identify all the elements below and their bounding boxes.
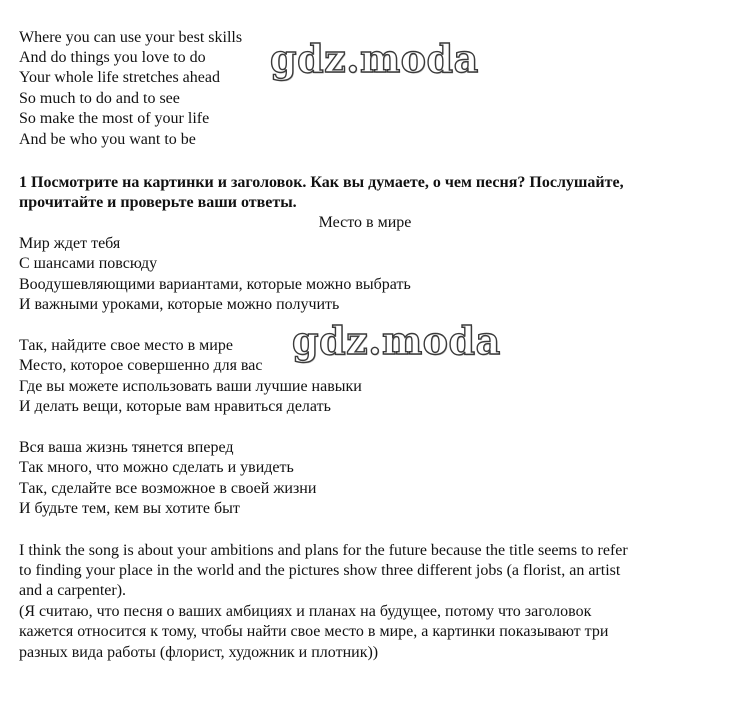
song-en-line: And do things you love to do	[19, 49, 206, 66]
song-ru-line: Так много, что можно сделать и увидеть	[19, 459, 294, 476]
answer-ru-line: (Я считаю, что песня о ваших амбициях и планах на будущее, потому что заголовок	[19, 603, 592, 620]
answer-en-line: to finding your place in the world and the pictures show three different jobs (a florist, an artist	[19, 562, 621, 579]
song-en-line: So much to do and to see	[19, 90, 180, 107]
song-ru-title: Место в мире	[318, 214, 412, 231]
song-ru-line: И делать вещи, которые вам нравиться делать	[19, 398, 331, 415]
answer-ru-line: кажется относится к тому, чтобы найти свое место в мире, а картинки показывают три	[19, 623, 609, 640]
song-en-line: Where you can use your best skills	[19, 29, 243, 46]
song-ru-line: Место, которое совершенно для вас	[19, 357, 263, 374]
song-ru-line: Где вы можете использовать ваши лучшие навыки	[19, 378, 362, 395]
task-heading-line: прочитайте и проверьте ваши ответы.	[19, 194, 297, 211]
song-ru-line: Мир ждет тебя	[19, 235, 121, 252]
song-ru-line: Так, сделайте все возможное в своей жизни	[19, 480, 317, 497]
song-ru-line: И важными уроками, которые можно получить	[19, 296, 340, 313]
song-en-line: So make the most of your life	[19, 110, 210, 127]
watermark-logo: gdz.moda	[292, 318, 501, 363]
answer-en-line: and a carpenter).	[19, 582, 127, 599]
song-ru-line: Воодушевляющими вариантами, которые можно выбрать	[19, 276, 411, 293]
song-ru-line: Так, найдите свое место в мире	[19, 337, 233, 354]
answer-en-line: I think the song is about your ambitions and plans for the future because the title seems to refer	[19, 542, 628, 559]
song-ru-line: И будьте тем, кем вы хотите быт	[19, 500, 240, 517]
song-ru-line: Вся ваша жизнь тянется вперед	[19, 439, 234, 456]
song-en-line: Your whole life stretches ahead	[19, 69, 220, 86]
song-en-line: And be who you want to be	[19, 131, 196, 148]
task-heading-line: 1 Посмотрите на картинки и заголовок. Как вы думаете, о чем песня? Послушайте,	[19, 174, 624, 191]
answer-ru-line: разных вида работы (флорист, художник и плотник))	[19, 644, 379, 661]
watermark-logo: gdz.moda	[270, 36, 479, 81]
song-ru-line: С шансами повсюду	[19, 255, 158, 272]
